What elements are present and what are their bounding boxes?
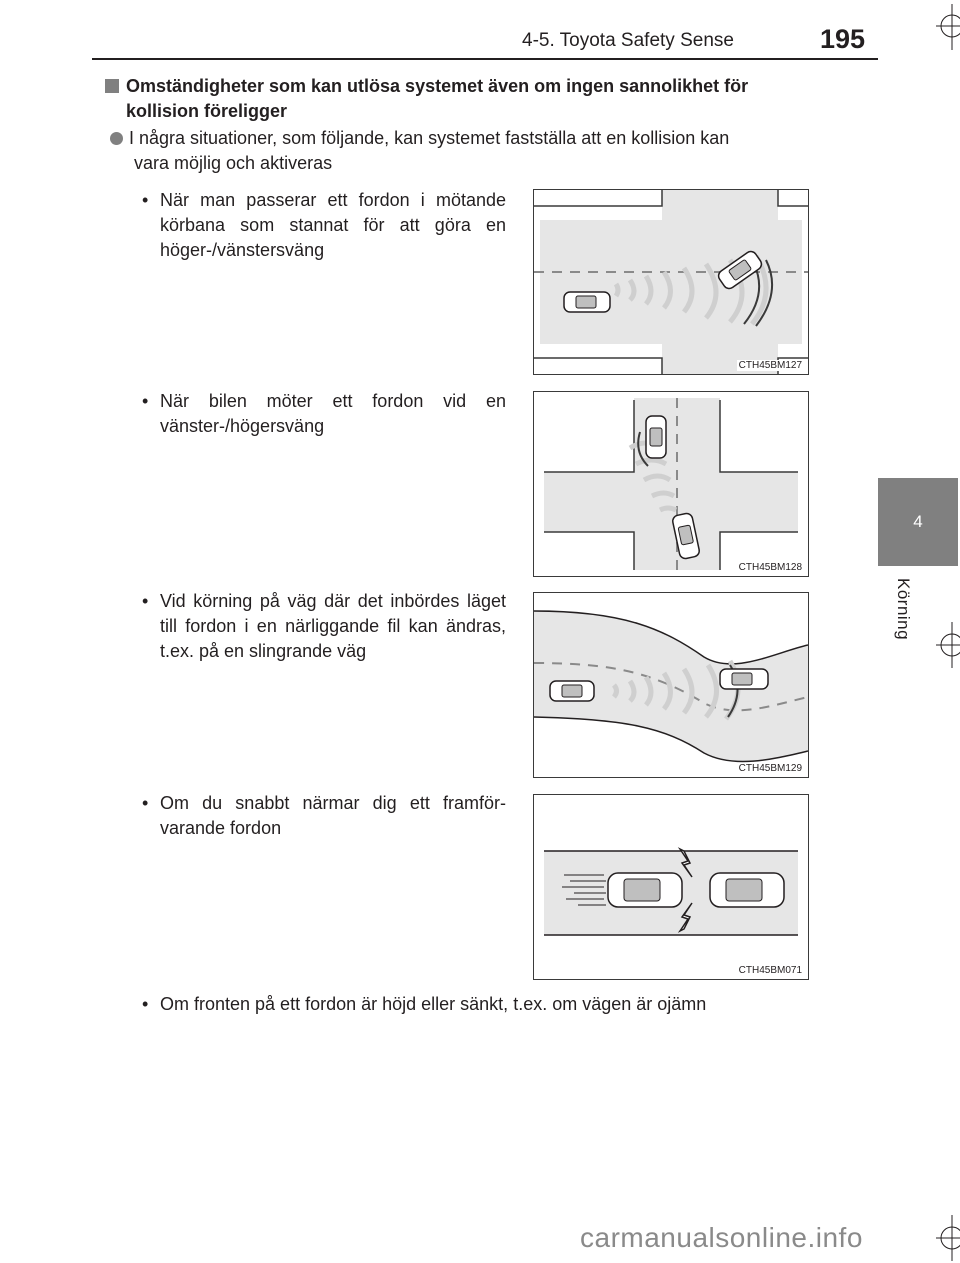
- list-item: • Om fronten på ett fordon är höjd eller sänkt, t.ex. om vägen är ojämn: [142, 994, 707, 1014]
- crop-mark-icon: [932, 2, 960, 52]
- figure-rapid-approach: [533, 794, 809, 980]
- circle-bullet-icon: [110, 132, 123, 145]
- crop-mark-icon: [932, 620, 960, 670]
- list-item: • Om du snabbt närmar dig ett framför-varande fordon: [142, 793, 506, 838]
- watermark: carmanualsonline.info: [580, 1222, 863, 1253]
- figure-winding-road: [533, 592, 809, 778]
- section-title: 4-5. Toyota Safety Sense: [522, 30, 734, 51]
- chapter-number: 4: [913, 512, 923, 531]
- list-item: • När bilen möter ett fordon vid en vänster-/högersväng: [142, 391, 506, 436]
- section-heading: Omständigheter som kan utlösa systemet även om ingen sannolikhet för kollision föreligger: [105, 74, 845, 124]
- figure-code: CTH45BM071: [738, 965, 802, 976]
- chapter-label: Körning: [894, 578, 913, 641]
- intro-paragraph: I några situationer, som följande, kan systemet fastställa att en kollision kan vara möjlig och aktiveras: [110, 126, 840, 176]
- page-number: 195: [820, 24, 866, 54]
- figure-code: CTH45BM128: [738, 562, 802, 573]
- header-rule: [92, 58, 878, 60]
- list-item: • När man passerar ett fordon i mötande körbana som stannat för att göra en höger-/vänstersväng: [142, 190, 506, 260]
- figure-code: CTH45BM127: [738, 360, 802, 371]
- square-bullet-icon: [105, 79, 119, 93]
- crop-mark-icon: [932, 1213, 960, 1263]
- figure-oncoming-turn: [533, 391, 809, 577]
- list-item: • Vid körning på väg där det inbördes läget till fordon i en närliggande fil kan ändras, t.ex. på en slingrande väg: [142, 591, 506, 661]
- figure-code: CTH45BM129: [738, 763, 802, 774]
- figure-passing-turning-vehicle: [533, 189, 809, 375]
